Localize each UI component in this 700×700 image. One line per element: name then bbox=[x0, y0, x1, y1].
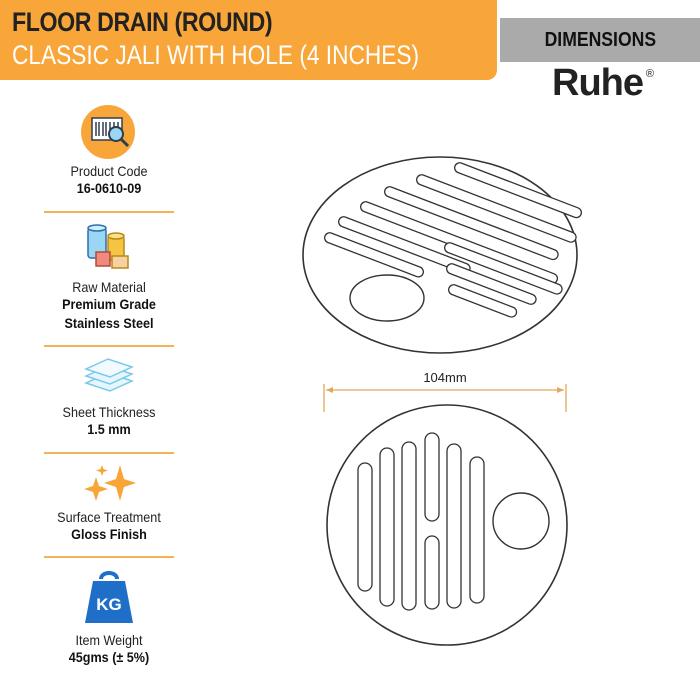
spec-item-weight bbox=[44, 632, 174, 667]
sheet-layers-icon bbox=[82, 357, 136, 402]
raw-material-icon bbox=[82, 222, 136, 279]
spec-surface-treatment bbox=[44, 509, 174, 544]
brand-name: Ruhe bbox=[552, 62, 643, 104]
spec-label: Item Weight bbox=[75, 632, 143, 648]
spec-value: Gloss Finish bbox=[71, 526, 147, 542]
spec-value: 1.5 mm bbox=[87, 421, 131, 437]
spec-label: Sheet Thickness bbox=[62, 404, 156, 420]
weight-badge-text: KG bbox=[96, 595, 122, 614]
barcode-magnifier-icon bbox=[80, 104, 136, 165]
spec-value: 45gms (± 5%) bbox=[68, 649, 150, 665]
spec-value: Premium Grade bbox=[62, 296, 156, 312]
width-dimension-label: 104mm bbox=[423, 370, 467, 385]
spec-value: 16-0610-09 bbox=[76, 180, 142, 196]
drain-hole-top bbox=[493, 493, 549, 549]
divider bbox=[44, 211, 174, 213]
spec-product-code bbox=[44, 163, 174, 198]
spec-label: Raw Material bbox=[72, 279, 146, 295]
divider bbox=[44, 452, 174, 454]
spec-label: Surface Treatment bbox=[57, 509, 161, 525]
divider bbox=[44, 556, 174, 558]
product-subtitle: CLASSIC JALI WITH HOLE (4 INCHES) bbox=[12, 40, 420, 70]
drain-hole-perspective bbox=[350, 275, 424, 321]
dimensions-tab bbox=[500, 18, 700, 62]
header-banner bbox=[0, 0, 497, 80]
drain-perspective-view bbox=[295, 150, 595, 360]
spec-label: Product Code bbox=[70, 163, 148, 179]
weight-kg-icon bbox=[83, 569, 135, 632]
spec-value-line2: Stainless Steel bbox=[64, 315, 154, 331]
dimensions-tab-label: DIMENSIONS bbox=[544, 28, 656, 51]
product-title: FLOOR DRAIN (ROUND) bbox=[12, 7, 273, 37]
drain-top-view bbox=[322, 400, 572, 650]
spec-raw-material bbox=[44, 279, 174, 333]
brand-logo bbox=[552, 62, 653, 105]
spec-sheet-thickness bbox=[44, 404, 174, 439]
brand-registered-mark: ® bbox=[645, 68, 653, 80]
sparkle-icon bbox=[80, 463, 138, 510]
divider bbox=[44, 345, 174, 347]
